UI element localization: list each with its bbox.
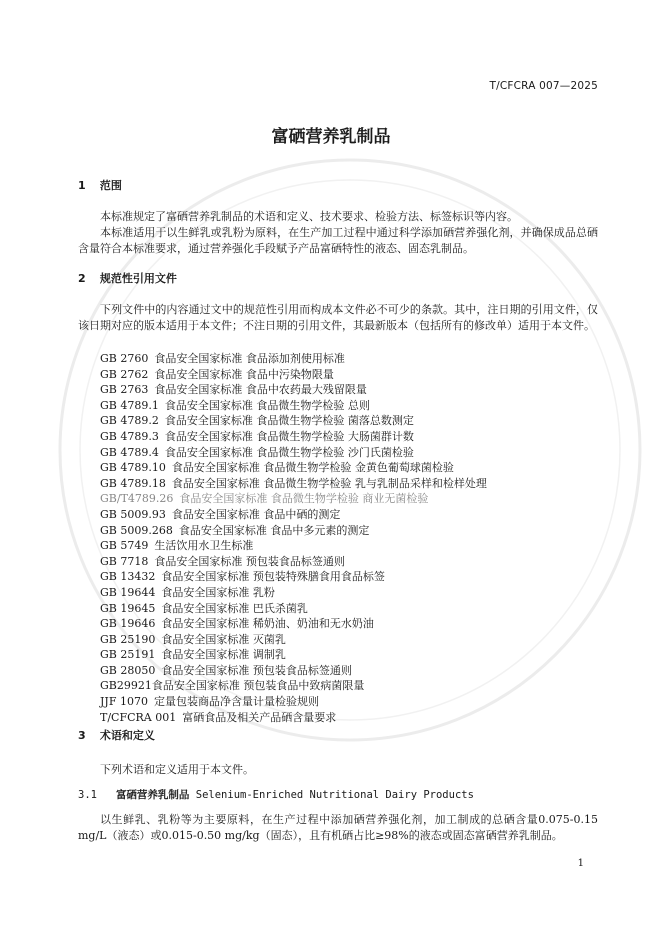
reference-item <box>100 491 487 507</box>
reference-code: GB 2763 <box>100 383 149 397</box>
reference-code: GB 4789.18 <box>100 476 166 490</box>
reference-item <box>100 507 487 523</box>
reference-code: GB 5009.268 <box>100 523 173 537</box>
term-number: 3.1 <box>78 789 97 801</box>
reference-item <box>100 601 487 617</box>
reference-item <box>100 523 487 539</box>
reference-code: GB 5749 <box>100 539 149 553</box>
reference-code: GB 4789.3 <box>100 429 159 443</box>
reference-title: 食品安全国家标准 食品中农药最大残留限量 <box>154 383 367 397</box>
reference-title: 食品安全国家标准 预包装食品中致病菌限量 <box>151 679 365 693</box>
reference-item <box>100 694 487 710</box>
reference-title: 食品安全国家标准 食品中硒的测定 <box>171 507 341 521</box>
reference-item <box>100 367 487 383</box>
reference-title: 食品安全国家标准 食品微生物学检验 大肠菌群计数 <box>164 429 414 443</box>
reference-item <box>100 476 487 492</box>
term-name-en: Selenium-Enriched Nutritional Dairy Products <box>195 789 474 801</box>
reference-item <box>100 632 487 648</box>
reference-code: GB 28050 <box>100 663 156 677</box>
reference-item <box>100 351 487 367</box>
reference-title: 食品安全国家标准 食品微生物学检验 总则 <box>164 398 370 412</box>
section-2-heading <box>78 270 177 286</box>
reference-code: T/CFCRA 001 <box>100 710 177 724</box>
term-name-zh: 富硒营养乳制品 <box>115 789 190 801</box>
reference-code: GB 2760 <box>100 352 149 365</box>
reference-code: GB 19646 <box>100 617 156 631</box>
section-1-paragraph-1: 本标准规定了富硒营养乳制品的术语和定义、技术要求、检验方法、标签标识等内容。 <box>100 210 518 223</box>
reference-item <box>100 398 487 414</box>
section-3-heading <box>78 727 155 743</box>
reference-item <box>100 710 487 726</box>
reference-code: GB 19645 <box>100 601 156 615</box>
reference-title: 富硒食品及相关产品硒含量要求 <box>182 710 337 724</box>
reference-title: 食品安全国家标准 调制乳 <box>161 648 286 662</box>
section-1-heading <box>78 177 122 193</box>
reference-title: 食品安全国家标准 预包装食品标签通则 <box>154 554 345 568</box>
section-1-paragraph-2: 本标准适用于以生鲜乳或乳粉为原料，在生产加工过程中通过科学添加硒营养强化剂，并确保成品总硒含量符合本标准要求，通过营养强化手段赋予产品富硒特性的液态、固态乳制品。 <box>78 226 598 255</box>
document-title: 富硒营养乳制品 <box>271 127 391 147</box>
reference-title: 食品安全国家标准 食品中污染物限量 <box>154 367 334 381</box>
reference-title: 食品安全国家标准 食品中多元素的测定 <box>178 523 370 537</box>
reference-title: 食品安全国家标准 食品微生物学检验 乳与乳制品采样和检样处理 <box>171 476 487 490</box>
section-3-intro: 下列术语和定义适用于本文件。 <box>100 763 254 776</box>
reference-code: GB 13432 <box>100 570 156 584</box>
reference-item <box>100 429 487 445</box>
document-code: T/CFCRA 007—2025 <box>489 80 598 92</box>
reference-item <box>100 585 487 601</box>
reference-code: JJF 1070 <box>100 695 148 709</box>
reference-code: GB 4789.2 <box>100 414 159 428</box>
reference-item <box>100 382 487 398</box>
reference-item <box>100 569 487 585</box>
reference-code: GB/T4789.26 <box>100 492 174 506</box>
reference-item <box>100 460 487 476</box>
reference-code: GB 25190 <box>100 632 156 646</box>
section-number: 1 <box>78 179 86 192</box>
reference-item <box>100 538 487 554</box>
reference-list <box>100 351 487 725</box>
section-title: 范围 <box>99 179 122 192</box>
section-2-intro: 下列文件中的内容通过文中的规范性引用而构成本文件必不可少的条款。其中，注日期的引用文件，仅该日期对应的版本适用于本文件；不注日期的引用文件，其最新版本（包括所有的修改单）适用于本文件。 <box>78 303 598 332</box>
reference-title: 食品安全国家标准 食品微生物学检验 商业无菌检验 <box>179 492 429 506</box>
reference-title: 食品安全国家标准 食品微生物学检验 菌落总数测定 <box>164 414 414 428</box>
reference-code: GB29921 <box>100 679 152 693</box>
reference-code: GB 4789.1 <box>100 398 159 412</box>
reference-title: 食品安全国家标准 乳粉 <box>161 585 275 599</box>
reference-title: 食品安全国家标准 预包装特殊膳食用食品标签 <box>161 570 385 584</box>
reference-item <box>100 445 487 461</box>
section-number: 3 <box>78 729 86 742</box>
reference-title: 食品安全国家标准 食品微生物学检验 金黄色葡萄球菌检验 <box>171 461 454 475</box>
reference-item <box>100 678 487 694</box>
reference-code: GB 5009.93 <box>100 507 166 521</box>
reference-item <box>100 616 487 632</box>
reference-item <box>100 554 487 570</box>
reference-title: 食品安全国家标准 食品添加剂使用标准 <box>154 352 345 365</box>
reference-code: GB 2762 <box>100 367 149 381</box>
reference-title: 食品安全国家标准 食品微生物学检验 沙门氏菌检验 <box>164 445 414 459</box>
reference-title: 食品安全国家标准 灭菌乳 <box>161 632 286 646</box>
section-title: 规范性引用文件 <box>99 272 177 285</box>
page-number: 1 <box>577 858 584 869</box>
reference-item <box>100 663 487 679</box>
term-definition: 以生鲜乳、乳粉等为主要原料，在生产过程中添加硒营养强化剂，加工制成的总硒含量0.075-0.15 mg/L（液态）或0.015-0.50 mg/kg（固态），且有机硒占比≥98%的液态或固态富硒营养乳制品。 <box>78 813 598 842</box>
reference-title: 食品安全国家标准 预包装食品标签通则 <box>161 663 352 677</box>
term-heading <box>78 787 474 802</box>
reference-code: GB 4789.4 <box>100 445 159 459</box>
reference-code: GB 19644 <box>100 585 156 599</box>
reference-code: GB 7718 <box>100 554 149 568</box>
section-title: 术语和定义 <box>99 729 155 742</box>
reference-item <box>100 647 487 663</box>
reference-title: 定量包装商品净含量计量检验规则 <box>153 695 319 709</box>
reference-code: GB 25191 <box>100 648 156 662</box>
reference-code: GB 4789.10 <box>100 461 166 475</box>
reference-title: 生活饮用水卫生标准 <box>154 539 254 553</box>
reference-title: 食品安全国家标准 稀奶油、奶油和无水奶油 <box>161 617 374 631</box>
reference-title: 食品安全国家标准 巴氏杀菌乳 <box>161 601 308 615</box>
section-number: 2 <box>78 272 86 285</box>
reference-item <box>100 413 487 429</box>
